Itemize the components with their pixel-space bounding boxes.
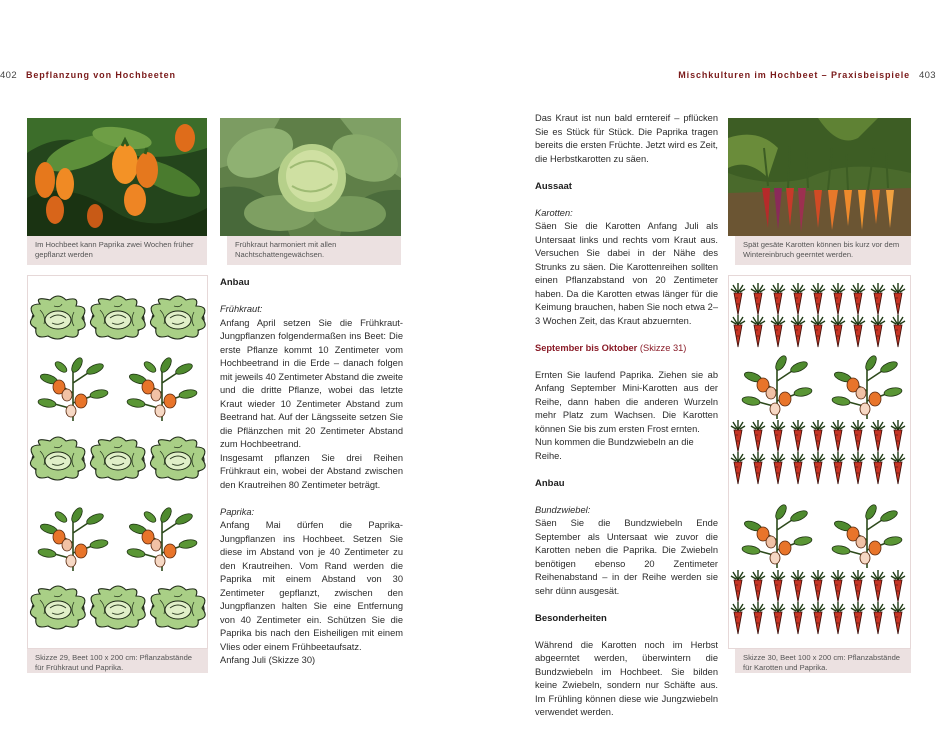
left-running-header <box>0 70 176 81</box>
right-running-header <box>678 70 936 81</box>
right-header-title: Mischkulturen im Hochbeet – Praxisbeispiele <box>678 70 911 80</box>
bundzwiebeln-line: Nun kommen die Bundzwiebeln an die Reihe. <box>535 437 694 461</box>
section-title: September bis Oktober <box>535 342 638 353</box>
fruehkraut-rows-paragraph: Insgesamt pflanzen Sie drei Reihen Frühkraut ein, wobei der Abstand zwischen den Krautreihen 80 Zentimeter beträgt. <box>220 452 403 490</box>
anfang-juli-line: Anfang Juli (Skizze 30) <box>220 655 316 665</box>
sketch-29 <box>27 275 208 649</box>
fruehkraut-subheading: Frühkraut: <box>220 304 263 314</box>
bundzwiebel-paragraph: Säen Sie die Bundzwiebeln Ende September als Untersaat wie zuvor die Karotten neben die Paprika. Die Zwiebeln benötigen ebenso 20 Zentimeter Reihenabstand – in der Reihe werden sie sehr dünn ausgesät. <box>535 518 718 596</box>
paprika-photo <box>27 118 207 236</box>
bundzwiebel-subheading: Bundzwiebel: <box>535 504 591 515</box>
left-text-column <box>220 276 403 668</box>
karotten-photo-caption: Spät gesäte Karotten können bis kurz vor dem Wintereinbruch geerntet werden. <box>735 236 911 265</box>
besonderheiten-heading: Besonderheiten <box>535 612 607 624</box>
fruehkraut-paragraph: Anfang April setzen Sie die Frühkraut-Jungpflanzen folgendermaßen ins Beet: Die erste Pflanze kommt 10 Zentimeter vom Hochbeetrand in die Erde – danach folgen mit jeweils 40 Zentimeter Abstand die zweite und die dritte Pflanze, wobei das letzte Kraut wieder 10 Zentimeter Abstand zum Beetrand hat. Auf der Längsseite setzen Sie die Pflänzchen mit 20 Zentimeter Abstand zum Hochbeetrand. <box>220 317 403 449</box>
paprika-photo-caption: Im Hochbeet kann Paprika zwei Wochen früher gepflanzt werden <box>27 236 207 265</box>
paprika-paragraph: Anfang Mai dürfen die Paprika-Jungpflanzen ins Hochbeet. Setzen Sie diese im Abstand von je 40 Zentimeter zu den Krautreihen. Vom Rand werden die Paprika mit einem Abstand von 30 Zentimeter gepflanzt, zwischen den Jungpflanzen halten Sie eine Entfernung von 40 Zentimeter ein. Schützen Sie die Paprika bis nach den Eisheiligen mit einem Vlies oder einem Frühbeetaufsatz. <box>220 520 403 652</box>
kraut-photo <box>220 118 401 236</box>
karotten-subheading: Karotten: <box>535 207 573 218</box>
kraut-ernteriff-paragraph: Das Kraut ist nun bald erntereif – pflücken Sie es Stück für Stück. Die Paprika tragen bereits die ersten Früchte. Jetzt wird es Zeit, die Herbstkarotten zu säen. <box>535 113 718 164</box>
section-ref: (Skizze 31) <box>639 342 687 353</box>
right-text-column <box>535 112 718 720</box>
left-header-title: Bepflanzung von Hochbeeten <box>25 70 176 80</box>
aussaat-heading: Aussaat <box>535 180 572 192</box>
sketch-29-caption: Skizze 29, Beet 100 x 200 cm: Pflanzabstände für Frühkraut und Paprika. <box>27 649 208 673</box>
ernten-paragraph: Ernten Sie laufend Paprika. Ziehen sie ab Anfang September Mini-Karotten aus der Reihe, dann haben die anderen Wurzeln mehr Platz zum Wachsen. Die Karotten können Sie bis zum ersten Frost ernten. <box>535 369 718 434</box>
september-oktober-heading <box>535 342 718 356</box>
right-page-number: 403 <box>918 70 936 81</box>
paprika-subheading: Paprika: <box>220 506 255 517</box>
sketch-30 <box>728 275 911 649</box>
anbau-heading: Anbau <box>220 277 250 288</box>
sketch-30-caption: Skizze 30, Beet 100 x 200 cm: Pflanzabstände für Karotten und Paprika. <box>735 649 911 673</box>
left-page-number: 402 <box>0 70 18 81</box>
karotten-paragraph: Säen Sie die Karotten Anfang Juli als Untersaat links und rechts vom Kraut aus. Versuchen Sie dabei in der Nähe des Strunks zu säen. Die Karottenreihen sollten einen Pflanzabstand von 20 Zentimeter haben. Da die Karotten etwas länger für die Keimung brauchen, haben Sie noch etwa 2–3 Wochen Zeit, das Kraut abzuernten. <box>535 221 718 326</box>
kraut-photo-caption: Frühkraut harmoniert mit allen Nachtschattengewächsen. <box>227 236 401 265</box>
anbau-heading-right: Anbau <box>535 477 565 489</box>
besonderheiten-paragraph: Während die Karotten noch im Herbst abgeerntet werden, überwintern die Bundzwiebeln im Hochbeet. Sie bilden keine Zwiebeln, sondern nur Schäfte aus. Im Frühling können diese wie Jungzwiebeln verwendet werden. <box>535 639 718 717</box>
karotten-photo <box>728 118 911 236</box>
